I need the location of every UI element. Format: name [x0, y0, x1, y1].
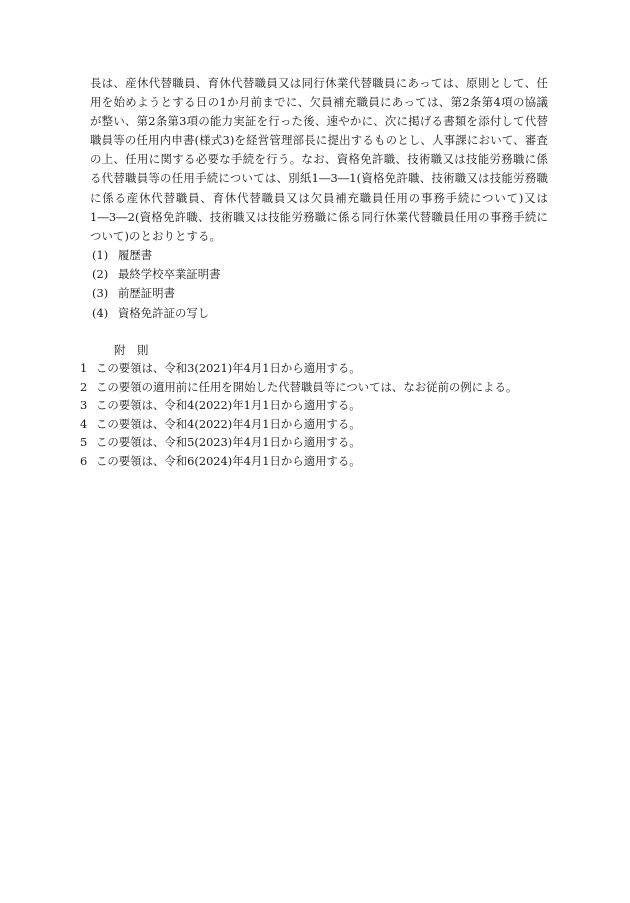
list-item: [92, 284, 221, 303]
item-number: (4): [92, 305, 109, 320]
item-number: (3): [92, 286, 109, 301]
provision-number: 2: [80, 379, 88, 394]
list-item: [92, 246, 221, 265]
provision-number: 5: [80, 435, 88, 450]
provision-number: 4: [80, 416, 88, 431]
item-text: 前歴証明書: [118, 286, 175, 301]
list-item: [80, 415, 517, 434]
required-documents-list: [92, 246, 221, 323]
list-item: [92, 304, 221, 323]
provision-number: 6: [80, 453, 88, 468]
list-item: [80, 396, 517, 415]
provision-number: 3: [80, 398, 88, 413]
list-item: [80, 433, 517, 452]
body-paragraph: 長は、産休代替職員、育休代替職員又は同行休業代替職員にあっては、原則として、任用を始めようとする日の1か月前までに、欠員補充職員にあっては、第2条第4項の協議が整い、第2条第3項の能力実証を行った後、速やかに、次に掲げる書類を添付して代替職員等の任用内申書(様式3)を経営管理部長に提出するものとし、人事課において、審査の上、任用に関する必要な手続を行う。なお、資格免許職、技術職又は技能労務職に係る代替職員等の任用手続については、別紙1―3―1(資格免許職、技術職又は技能労務職に係る産休代替職員、育休代替職員又は欠員補充職員任用の事務手続について)又は1―3―2(資格免許職、技術職又は技能労務職に係る同行休業代替職員任用の事務手続について)のとおりとする。: [90, 76, 548, 243]
provision-text: この要領は、令和3(2021)年4月1日から適用する。: [96, 361, 361, 375]
provision-text: この要領は、令和6(2024)年4月1日から適用する。: [96, 453, 361, 468]
item-number: (1): [92, 248, 109, 262]
supplementary-provisions-list: [80, 359, 517, 471]
provision-text: この要領は、令和4(2022)年4月1日から適用する。: [96, 416, 361, 431]
item-text: 資格免許証の写し: [118, 305, 210, 320]
provision-text: この要領は、令和5(2023)年4月1日から適用する。: [96, 435, 361, 450]
provision-number: 1: [80, 361, 88, 375]
supplementary-provisions-heading: 附 則: [114, 343, 153, 357]
item-number: (2): [92, 267, 109, 282]
item-text: 最終学校卒業証明書: [118, 267, 221, 282]
list-item: [92, 265, 221, 284]
list-item: [80, 452, 517, 471]
provision-text: この要領は、令和4(2022)年1月1日から適用する。: [96, 398, 361, 413]
list-item: [80, 378, 517, 397]
list-item: [80, 359, 517, 378]
item-text: 履歴書: [118, 248, 153, 262]
provision-text: この要領の適用前に任用を開始した代替職員等については、なお従前の例による。: [96, 379, 518, 394]
